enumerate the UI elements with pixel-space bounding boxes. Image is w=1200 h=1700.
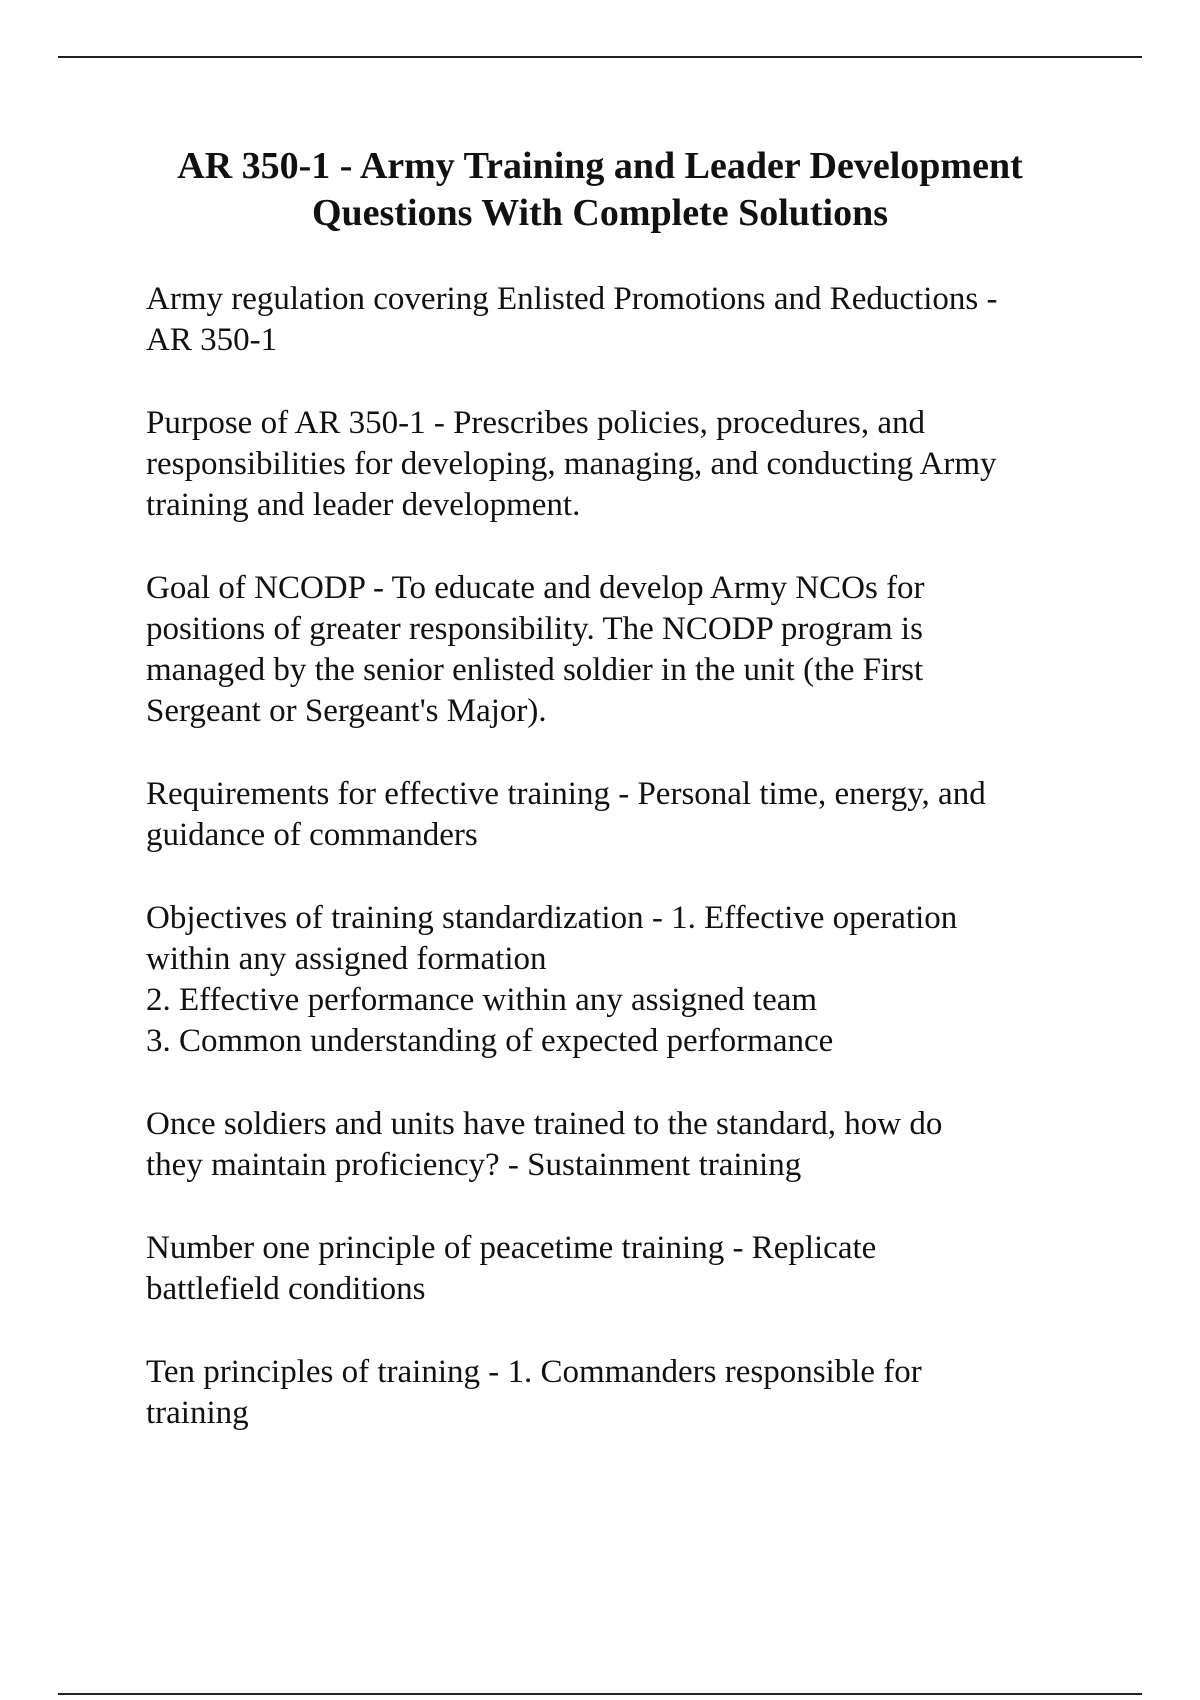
document-body — [146, 279, 1106, 1476]
entry-line: training — [146, 1395, 249, 1431]
qa-entry — [146, 1228, 1106, 1310]
entry-line: Goal of NCODP - To educate and develop Army NCOs for — [146, 570, 925, 606]
entry-line: training and leader development. — [146, 487, 581, 523]
qa-entry — [146, 774, 1106, 856]
title-line-1: AR 350-1 - Army Training and Leader Development — [177, 145, 1023, 187]
entry-line: Once soldiers and units have trained to the standard, how do — [146, 1106, 943, 1142]
entry-line: Requirements for effective training - Personal time, energy, and — [146, 776, 986, 812]
entry-line: guidance of commanders — [146, 817, 478, 853]
qa-entry — [146, 568, 1106, 732]
qa-entry — [146, 1352, 1106, 1434]
top-rule — [58, 56, 1142, 58]
entry-line: battlefield conditions — [146, 1271, 426, 1307]
entry-line: Ten principles of training - 1. Commanders responsible for — [146, 1354, 922, 1390]
entry-line: Sergeant or Sergeant's Major). — [146, 693, 547, 729]
bottom-rule — [58, 1693, 1142, 1695]
document-title — [100, 143, 1100, 237]
entry-line: 3. Common understanding of expected performance — [146, 1023, 834, 1059]
entry-line: AR 350-1 — [146, 322, 278, 358]
entry-line: Objectives of training standardization - 1. Effective operation — [146, 900, 958, 936]
entry-line: managed by the senior enlisted soldier in the unit (the First — [146, 652, 924, 688]
qa-entry — [146, 898, 1106, 1062]
entry-line: Army regulation covering Enlisted Promotions and Reductions - — [146, 281, 998, 317]
qa-entry — [146, 279, 1106, 361]
qa-entry — [146, 403, 1106, 526]
entry-line: Purpose of AR 350-1 - Prescribes policies, procedures, and — [146, 405, 925, 441]
entry-line: 2. Effective performance within any assigned team — [146, 982, 818, 1018]
entry-line: responsibilities for developing, managing, and conducting Army — [146, 446, 997, 482]
entry-line: within any assigned formation — [146, 941, 547, 977]
entry-line: Number one principle of peacetime training - Replicate — [146, 1230, 877, 1266]
qa-entry — [146, 1104, 1106, 1186]
entry-line: they maintain proficiency? - Sustainment training — [146, 1147, 802, 1183]
title-line-2: Questions With Complete Solutions — [311, 192, 889, 234]
entry-line: positions of greater responsibility. The NCODP program is — [146, 611, 923, 647]
